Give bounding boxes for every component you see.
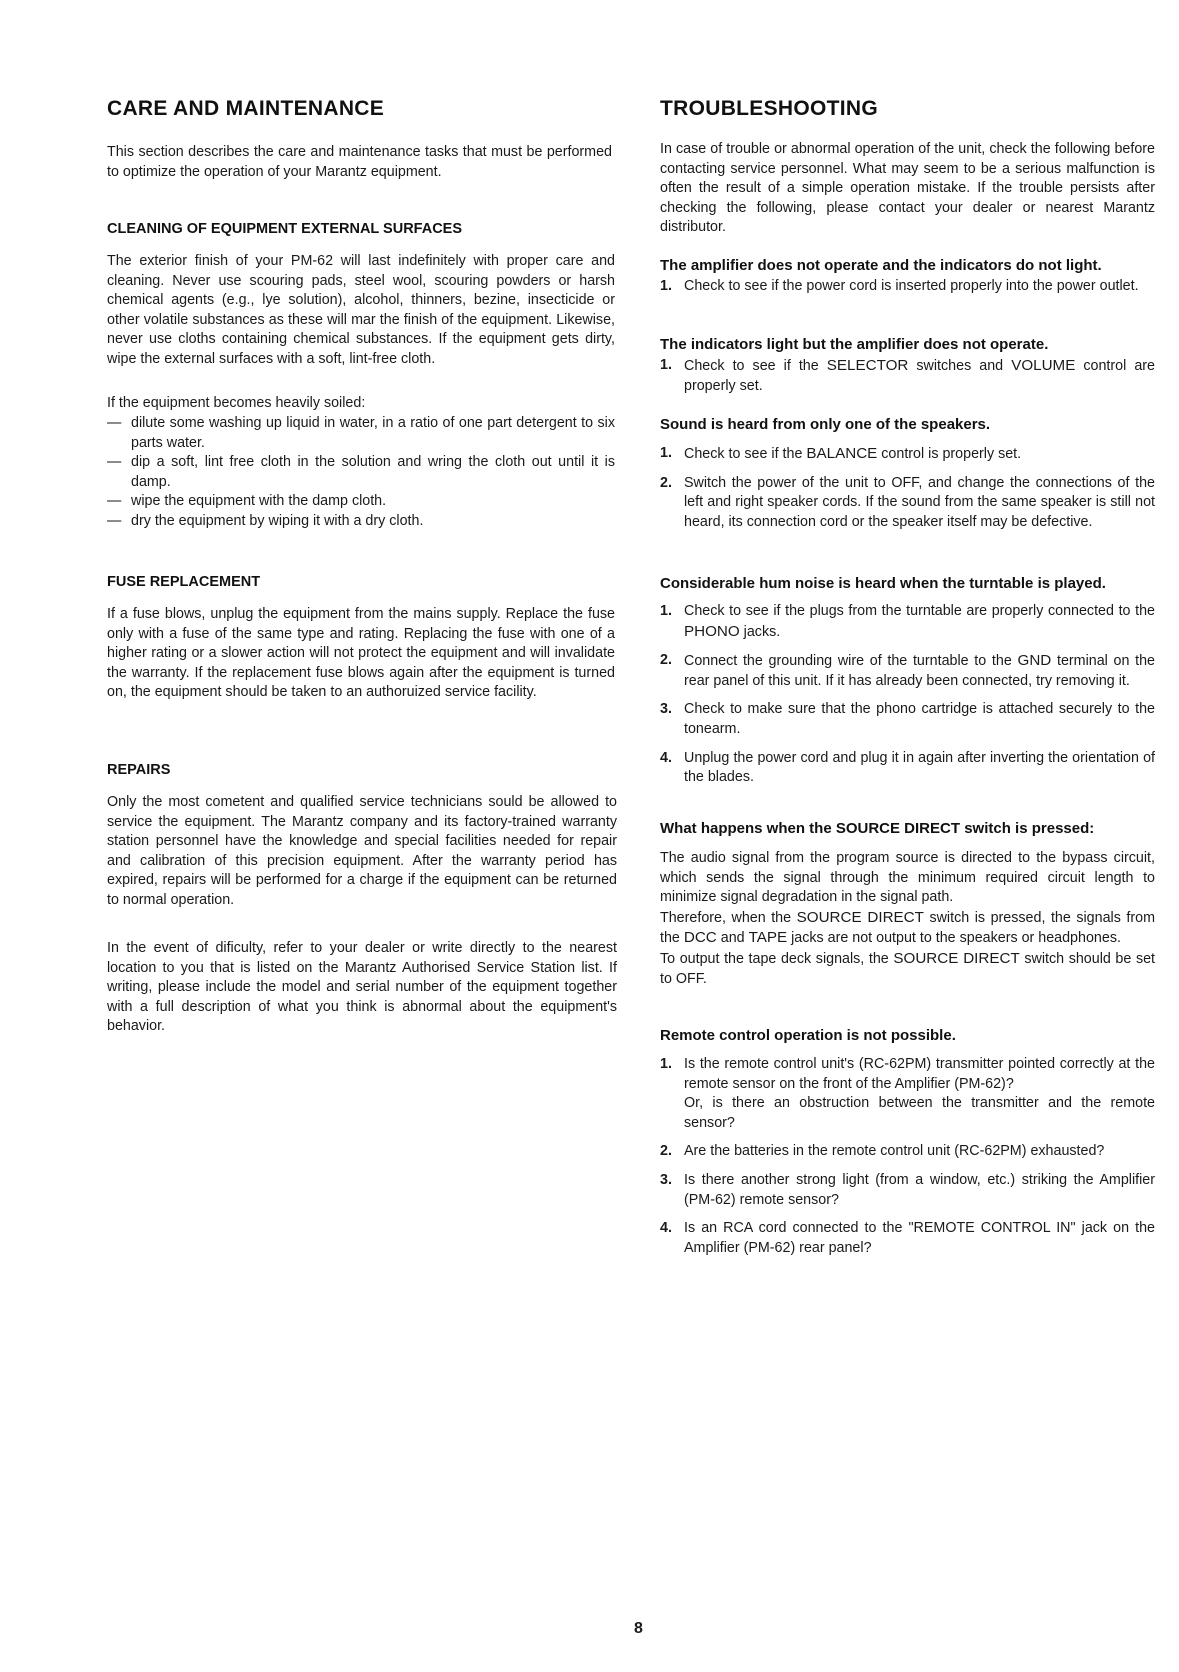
fuse-para: If a fuse blows, unplug the equipment from the mains supply. Replace the fuse only with a fuse of the same type and rating. Replacing the fuse with one of a higher rating or a slower action will not protect the equipment and will invalidate the warranty. If the replacement fuse blows again after the equipment is turned on, the equipment should be taken to an authoruized service facility. — [107, 606, 615, 701]
troubleshooting-intro: In case of trouble or abnormal operation of the unit, check the following before contacting service personnel. What may seem to be a serious malfunction is often the result of a simple operation mistake. If the trouble persists after checking the following, please contact your dealer or nearest Marantz distributor. — [660, 141, 1155, 236]
list-item: 1. Check to see if the power cord is inserted properly into the power outlet. — [660, 278, 1139, 294]
care-intro: This section describes the care and maintenance tasks that must be performed to optimize the operation of your Marantz equipment. — [107, 144, 612, 180]
s1-list — [660, 277, 1155, 297]
list-item: 2. Switch the power of the unit to OFF, and change the connections of the left and right speaker cords. If the sound from the same speaker is still not heard, its connection cord or the speaker itself may be defective. — [660, 474, 1155, 530]
repairs-para-2: In the event of dificulty, refer to your dealer or write directly to the nearest location to you that is listed on the Marantz Authorised Service Station list. If writing, please include the model and serial number of the equipment together with a full description of what you think is abnormal about the equipment's behavior. — [107, 940, 617, 1035]
s3-list — [660, 444, 1155, 532]
list-item: 4. Is an RCA cord connected to the "REMOTE CONTROL IN" jack on the Amplifier (PM-62) rear panel? — [660, 1220, 1155, 1256]
s1-heading: The amplifier does not operate and the indicators do not light. — [660, 257, 1102, 274]
s2-heading: The indicators light but the amplifier does not operate. — [660, 336, 1049, 353]
list-item: 1. Check to see if the SELECTOR switches and VOLUME control are properly set. — [660, 357, 1155, 394]
s6-heading: Remote control operation is not possible. — [660, 1027, 956, 1044]
s5-para-3: To output the tape deck signals, the SOURCE DIRECT switch should be set to OFF. — [660, 949, 1156, 987]
list-item: 2. Are the batteries in the remote control unit (RC-62PM) exhausted? — [660, 1143, 1105, 1160]
s6-list — [660, 1055, 1155, 1258]
cleaning-steps — [107, 414, 615, 532]
s4-heading: Considerable hum noise is heard when the turntable is played. — [660, 575, 1106, 592]
s5-para-2: Therefore, when the SOURCE DIRECT switch is pressed, the signals from the DCC and TAPE jacks are not output to the speakers or headphones. — [660, 908, 1155, 947]
list-item: — dry the equipment by wiping it with a dry cloth. — [107, 512, 615, 532]
list-item: 2. Connect the grounding wire of the turntable to the GND terminal on the rear panel of this unit. If it has already been connected, try removing it. — [660, 652, 1156, 689]
list-item: — dilute some washing up liquid in water, in a ratio of one part detergent to six parts water. — [107, 414, 615, 453]
s3-heading: Sound is heard from only one of the speakers. — [660, 416, 991, 433]
page-number: 8 — [634, 1620, 643, 1637]
s5-body — [660, 849, 1155, 989]
list-item: 1. Check to see if the plugs from the turntable are properly connected to the PHONO jacks. — [660, 603, 1155, 640]
cleaning-para-2: If the equipment becomes heavily soiled: — [107, 395, 366, 411]
troubleshooting-title: TROUBLESHOOTING — [660, 97, 878, 120]
s5-para-1: The audio signal from the program source is directed to the bypass circuit, which sends the signal through the minimum required circuit length to minimize signal degradation in the signal path. — [660, 850, 1155, 906]
s4-list — [660, 602, 1155, 788]
s5-heading: What happens when the SOURCE DIRECT switch is pressed: — [660, 820, 1095, 837]
fuse-heading: FUSE REPLACEMENT — [107, 574, 261, 590]
s2-list — [660, 356, 1155, 396]
list-item: 1. Check to see if the BALANCE control is properly set. — [660, 445, 1022, 462]
cleaning-para-1: The exterior finish of your PM-62 will last indefinitely with proper care and cleaning. Never use scouring pads, steel wool, scouring powders or harsh chemical agents (e.g., lye solution), alcohol, thinners, bezine, insecticide or other volatile substances as these will mar the finish of the equipment. Likewise, never use cloths containing chemical substances. If the equipment gets dirty, wipe the external surfaces with a soft, lint-free cloth. — [107, 253, 615, 367]
list-item: 3. Is there another strong light (from a window, etc.) striking the Amplifier (PM-62) remote sensor? — [660, 1171, 1155, 1208]
list-item: — dip a soft, lint free cloth in the solution and wring the cloth out until it is damp. — [107, 453, 615, 492]
list-item: — wipe the equipment with the damp cloth. — [107, 492, 615, 512]
repairs-para-1: Only the most cometent and qualified service technicians sould be allowed to service the equipment. The Marantz company and its factory-trained warranty station personnel have the knowledge and special facilities needed for repair and calibration of this precision equipment. After the warranty period has expired, repairs will be performed for a charge if the equipment can be returned to normal operation. — [107, 794, 617, 908]
list-item: 4. Unplug the power cord and plug it in again after inverting the orientation of the blades. — [660, 749, 1155, 786]
repairs-heading: REPAIRS — [107, 762, 171, 778]
care-maintenance-title: CARE AND MAINTENANCE — [107, 97, 385, 120]
list-item: 3. Check to make sure that the phono cartridge is attached securely to the tonearm. — [660, 701, 1155, 737]
list-item: 1. Is the remote control unit's (RC-62PM) transmitter pointed correctly at the remote sensor on the front of the Amplifier (PM-62)? Or, is there an obstruction between the transmitter and the remote sensor? — [660, 1056, 1155, 1131]
cleaning-heading: CLEANING OF EQUIPMENT EXTERNAL SURFACES — [107, 221, 463, 237]
